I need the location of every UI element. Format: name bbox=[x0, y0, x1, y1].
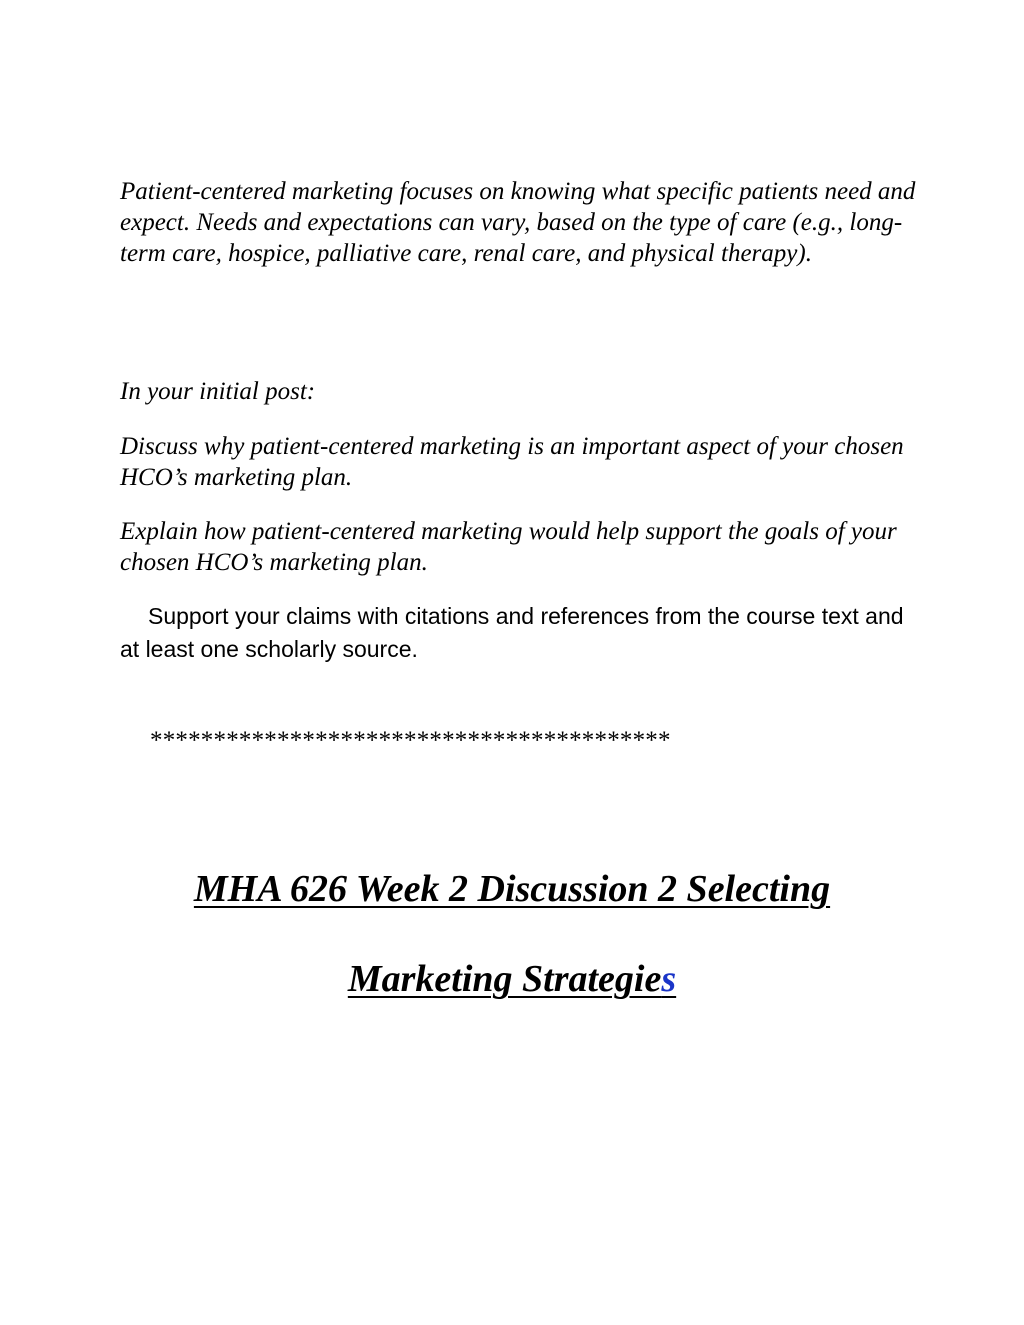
document-title-line-2 bbox=[0, 957, 1024, 1001]
intro-paragraph: Patient-centered marketing focuses on knowing what specific patients need and expect. Needs and expectations can vary, based on the type of care (e.g., long-term care, hospice, palliative care, renal care, and physical therapy). bbox=[120, 178, 916, 267]
discuss-instruction: Discuss why patient-centered marketing is an important aspect of your chosen HCO’s marketing plan. bbox=[120, 433, 904, 491]
asterisk-divider: ***************************************** bbox=[150, 727, 671, 754]
document-title-line-1: MHA 626 Week 2 Discussion 2 Selecting bbox=[193, 868, 831, 910]
prompt-label: In your initial post: bbox=[120, 378, 316, 405]
explain-instruction: Explain how patient-centered marketing would help support the goals of your chosen HCO’s marketing plan. bbox=[120, 518, 897, 576]
document-title-accent-letter: s bbox=[661, 958, 677, 1000]
document-title-line-2-main: Marketing Strategie bbox=[347, 958, 662, 1000]
support-instruction: Support your claims with citations and references from the course text and at least one scholarly source. bbox=[120, 603, 904, 662]
